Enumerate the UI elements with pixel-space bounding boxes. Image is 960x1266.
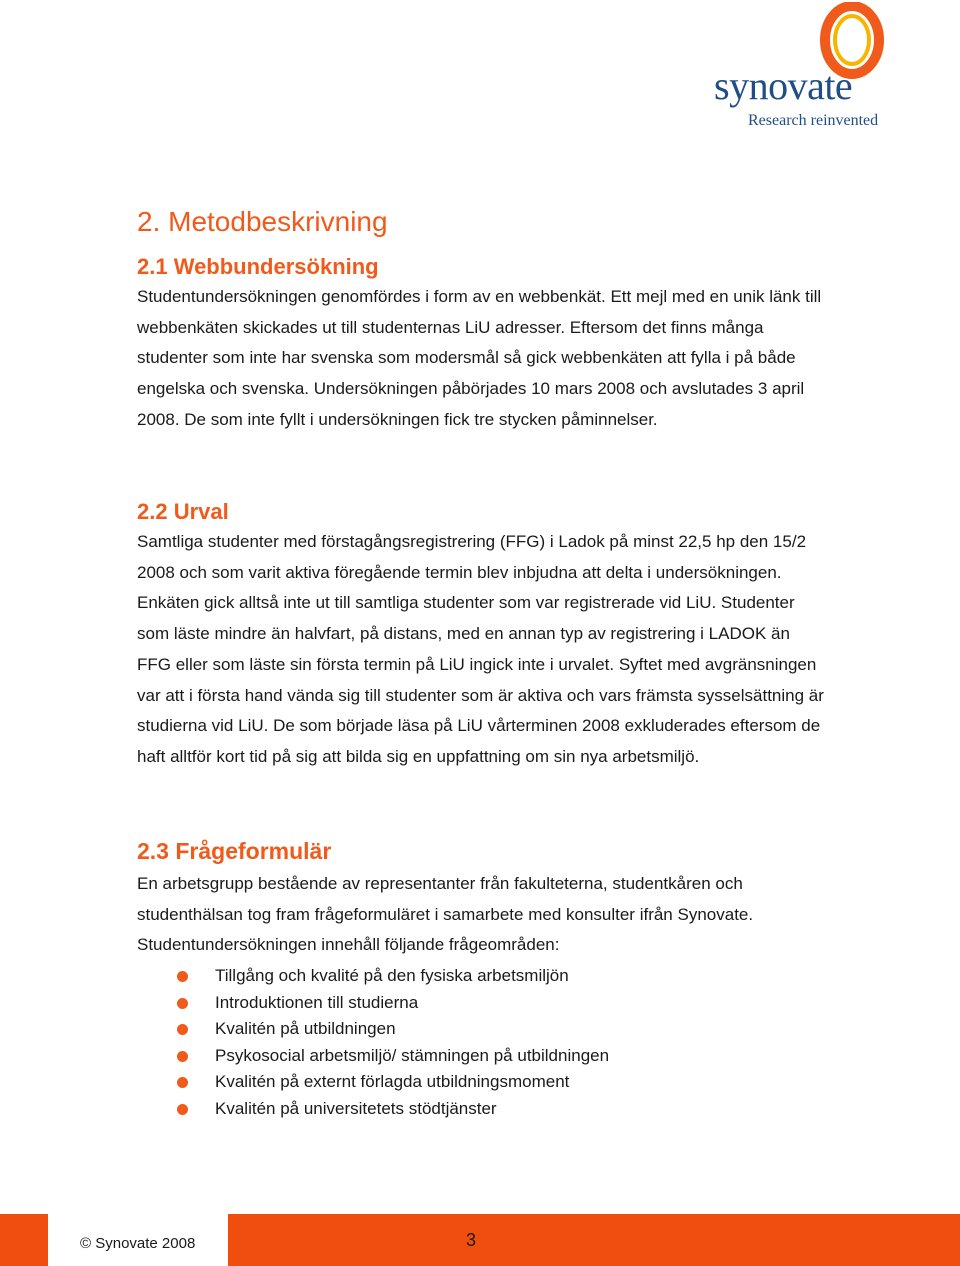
logo-tagline: Research reinvented bbox=[748, 112, 879, 129]
section-heading: 2.3 Frågeformulär bbox=[137, 838, 332, 864]
page-title: 2. Metodbeskrivning bbox=[137, 206, 388, 237]
question-areas-list bbox=[177, 963, 609, 1122]
section-urval bbox=[137, 497, 827, 773]
section-heading: 2.1 Webbundersökning bbox=[137, 254, 379, 279]
list-item: Psykosocial arbetsmiljö/ stämningen på utbildningen bbox=[177, 1043, 609, 1070]
section-frageformular bbox=[137, 833, 827, 961]
footer-copyright: © Synovate 2008 bbox=[80, 1235, 196, 1252]
bullet-icon bbox=[177, 971, 188, 982]
bullet-icon bbox=[177, 1051, 188, 1062]
bullet-icon bbox=[177, 998, 188, 1009]
page-number: 3 bbox=[466, 1230, 477, 1250]
list-item: Tillgång och kvalité på den fysiska arbetsmiljön bbox=[177, 963, 609, 990]
list-item: Kvalitén på utbildningen bbox=[177, 1016, 609, 1043]
section-webbundersokning bbox=[137, 252, 827, 436]
bullet-icon bbox=[177, 1077, 188, 1088]
logo-wordmark: synovate bbox=[714, 63, 853, 108]
list-item: Kvalitén på externt förlagda utbildningsmoment bbox=[177, 1069, 609, 1096]
section-heading: 2.2 Urval bbox=[137, 499, 229, 524]
bullet-icon bbox=[177, 1104, 188, 1115]
section-paragraph: Studentundersökningen genomfördes i form av en webbenkät. Ett mejl med en unik länk till webbenkäten skickades ut till studenternas LiU adresser. Eftersom det finns många studenter som inte har svenska som modersmål så gick webbenkäten att fylla i på både engelska och svenska. Undersökningen påbörjades 10 mars 2008 och avslutades 3 april 2008. De som inte fyllt i undersökningen fick tre stycken påminnelser. bbox=[137, 287, 822, 429]
list-item: Introduktionen till studierna bbox=[177, 990, 609, 1017]
synovate-logo bbox=[706, 2, 896, 132]
section-paragraph: Samtliga studenter med förstagångsregistrering (FFG) i Ladok på minst 22,5 hp den 15/2 2008 och som varit aktiva föregående termin blev inbjudna att delta i undersökningen. Enkäten gick alltså inte ut till samtliga studenter som var registrerade vid LiU. Studenter som läste mindre än halvfart, på distans, med en annan typ av registrering i LADOK än FFG eller som läste sin första termin på LiU ingick inte i urvalet. Syftet med avgränsningen var att i första hand vända sig till studenter som är aktiva och vars främsta sysselsättning är studierna vid LiU. De som började läsa på LiU vårterminen 2008 exkluderades eftersom de haft alltför kort tid på sig att bilda sig en uppfattning om sin nya arbetsmiljö. bbox=[137, 532, 824, 766]
section-paragraph: En arbetsgrupp bestående av representanter från fakulteterna, studentkåren och studenthälsan tog fram frågeformuläret i samarbete med konsulter ifrån Synovate. Studentundersökningen innehåll följande frågeområden: bbox=[137, 874, 754, 955]
bullet-icon bbox=[177, 1024, 188, 1035]
list-item: Kvalitén på universitetets stödtjänster bbox=[177, 1096, 609, 1123]
